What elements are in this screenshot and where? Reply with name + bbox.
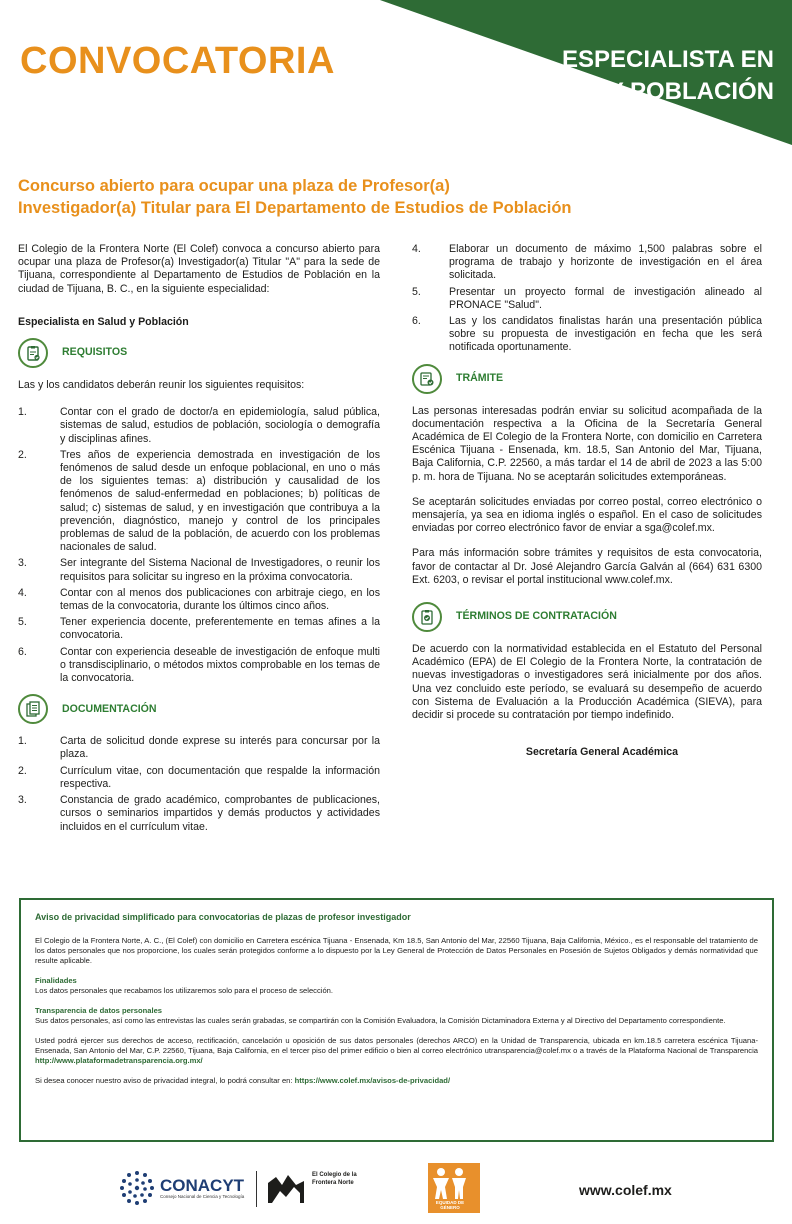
item-number: 4. [412, 243, 421, 255]
tramite-label: TRÁMITE [456, 372, 504, 385]
logo-divider [256, 1171, 257, 1207]
item-number: 1. [18, 406, 27, 419]
left-column [18, 243, 380, 837]
conacyt-subtitle: Consejo Nacional de Ciencia y Tecnología [160, 1194, 245, 1199]
signature: Secretaría General Académica [525, 746, 679, 759]
list-item [18, 765, 380, 791]
footer-logos [0, 1155, 792, 1215]
specialty-name: Especialista en Salud y Población [18, 315, 189, 328]
documentacion-label: DOCUMENTACIÓN [62, 702, 157, 715]
list-item [412, 243, 762, 283]
privacy-notice-box [19, 898, 774, 1142]
colef-mountain-icon [266, 1171, 306, 1205]
item-number: 3. [18, 794, 27, 807]
list-item [18, 646, 380, 686]
contract-check-icon [412, 602, 442, 632]
item-text: Contar con al menos dos publicaciones con arbitraje ciego, en los temas de la convocatoria, durante los últimos cinco años. [60, 586, 380, 613]
privacy-paragraph-3: Sus datos personales, así como las entrevistas las cuales serán grabadas, se compartirán con la Comisión Evaluadora, la Comisión Dictaminadora Externa y al Directivo del Departamento correspondiente. [35, 1016, 726, 1025]
item-number: 2. [18, 764, 27, 777]
specialty-title-line1: ESPECIALISTA EN [561, 46, 774, 73]
header-banner [0, 0, 792, 145]
item-number: 3. [18, 557, 27, 570]
item-text: Tres años de experiencia demostrada en investigación de los fenómenos de salud desde un enfoque poblacional, en uno o más de los siguientes temas: a) distribución y causalidad de los fenómenos de salud-enfermedad en poblaciones; b) políticas de salud; c) sistemas de salud, y en investigación que contribuya a la prevención, diagnóstico, manejo y control de los principales problemas de salud de la población, de acuerdo con los problemas nacionales de salud. [60, 448, 380, 554]
item-text: Tener experiencia docente, preferentemente en temas afines a la convocatoria. [60, 616, 380, 642]
transparency-platform-link[interactable]: http://www.plataformadetransparencia.org.mx/ [35, 1056, 203, 1065]
tramite-paragraph-1: Las personas interesadas podrán enviar su solicitud acompañada de la documentación respectiva a la Oficina de la Secretaría General Académica de El Colegio de la Frontera Norte, con domicilio en Carretera Escénica Tijuana - Ensenada, km. 18.5, San Antonio del Mar, Tijuana, Baja California, C.P. 22560, a más tardar el 14 de abril de 2023 a las 5:00 p. m. hora de Tijuana. No se aceptarán solicitudes extemporáneas. [412, 404, 762, 483]
specialty-title-line2: SALUD Y POBLACIÓN [518, 78, 774, 105]
item-number: 5. [412, 285, 421, 298]
document-stack-icon [18, 694, 48, 724]
conacyt-dots-icon [118, 1169, 156, 1207]
item-number: 5. [18, 616, 27, 629]
privacy-paragraph-5 [35, 1076, 758, 1086]
terminos-paragraph: De acuerdo con la normatividad establecida en el Estatuto del Personal Académico (EPA) de El Colegio de la Frontera Norte, la contratación de nuevas investigadoras o investigadores será inicialmente por dos años. Una vez concluido este período, se evaluará su desempeño de acuerdo con Sistema de Evaluación a la Producción Académica (SIEVA), para decidir si procede su contratación por tiempo indefinido. [412, 643, 762, 722]
item-text: Elaborar un documento de máximo 1,500 palabras sobre el programa de trabajo y horizonte de investigación en el área solicitada. [449, 243, 762, 282]
conacyt-name: CONACYT [160, 1176, 245, 1195]
item-text: Currículum vitae, con documentación que respalde la información respectiva. [60, 764, 380, 790]
list-item [18, 616, 380, 642]
requisitos-header [18, 337, 380, 369]
privacy-paragraph-4-text: Usted podrá ejercer sus derechos de acceso, rectificación, cancelación u oposición de sus datos personales (derechos ARCO) en la Unidad de Transparencia, ubicada en km.18.5 carretera escénica Tijuana-Ensenada, San Antonio del Mar, C.P. 22560, Tijuana, Baja California, en el tercer piso del primer edificio o bien al correo electrónico utransparencia@colef.mx o a través de la Plataforma Nacional de Transparencia [35, 1036, 758, 1055]
tramite-header [412, 363, 762, 395]
item-text: Carta de solicitud donde exprese su interés para concursar por la plaza. [60, 735, 380, 761]
list-item [412, 286, 762, 312]
website-link[interactable]: www.colef.mx [579, 1182, 672, 1198]
convocatoria-title: CONVOCATORIA [20, 40, 335, 82]
privacy-heading-transparencia: Transparencia de datos personales [35, 1006, 163, 1015]
terminos-label: TÉRMINOS DE CONTRATACIÓN [456, 610, 617, 623]
item-number: 6. [412, 315, 421, 328]
requisitos-intro: Las y los candidatos deberán reunir los siguientes requisitos: [18, 379, 305, 392]
privacy-paragraph-5-text: Si desea conocer nuestro aviso de privacidad integral, lo podrá consultar en: [35, 1076, 293, 1085]
list-item [18, 587, 380, 613]
item-number: 4. [18, 586, 27, 599]
equidad-genero-logo [428, 1163, 480, 1213]
privacy-title: Aviso de privacidad simplificado para convocatorias de plazas de profesor investigador [35, 912, 411, 922]
documentacion-list-left [18, 735, 380, 833]
privacy-heading-finalidades: Finalidades [35, 976, 77, 985]
list-item [18, 735, 380, 761]
documentacion-list-right [412, 243, 762, 355]
item-text: Las y los candidatos finalistas harán una presentación pública sobre su propuesta de investigación en fecha que les será notificada oportunamente. [449, 315, 762, 354]
list-item [18, 406, 380, 446]
privacy-paragraph-4 [35, 1036, 758, 1066]
list-item [18, 449, 380, 555]
intro-paragraph: El Colegio de la Frontera Norte (El Colef) convoca a concurso abierto para ocupar una plaza de Profesor(a) Investigador(a) Titular "A" para la sede de Tijuana, correspondiente al Departamento de Estudios de Población en la ciudad de Tijuana, B. C., en la siguiente especialidad: [18, 243, 380, 295]
item-text: Ser integrante del Sistema Nacional de Investigadores, o reunir los requisitos para solicitar su ingreso en la próxima convocatoria. [60, 557, 380, 583]
main-heading-line1: Concurso abierto para ocupar una plaza de Profesor(a) [18, 177, 450, 195]
tramite-paragraph-3: Para más información sobre trámites y requisitos de esta convocatoria, favor de contactar al Dr. José Alejandro García Galván al (664) 631 6300 Ext. 6203, o revisar el portal institucional www.colef.mx. [412, 547, 762, 586]
privacy-notice-link[interactable]: https://www.colef.mx/avisos-de-privacidad/ [294, 1076, 451, 1085]
terminos-header [412, 601, 762, 633]
list-item [412, 315, 762, 355]
item-text: Presentar un proyecto formal de investigación alineado al PRONACE "Salud". [449, 285, 762, 311]
requisitos-label: REQUISITOS [62, 346, 128, 359]
specialty-title [444, 44, 774, 108]
privacy-paragraph-2: Los datos personales que recabamos los utilizaremos solo para el proceso de selección. [35, 986, 334, 995]
item-number: 6. [18, 645, 27, 658]
equidad-label: EQUIDAD DE GÉNERO [435, 1200, 465, 1210]
list-item [18, 794, 380, 834]
tramite-paragraph-2: Se aceptarán solicitudes enviadas por correo postal, correo electrónico o mensajería, ya sea en idioma inglés o español. En el caso de solicitudes enviadas por correo electrónico favor de enviar a sga@colef.mx. [412, 495, 762, 535]
item-text: Contar con el grado de doctor/a en epidemiología, salud pública, sistemas de salud, estudios de población, sociología o demografía y disciplinas afines. [60, 406, 380, 445]
requisitos-list [18, 406, 380, 685]
colef-name: El Colegio de la Frontera Norte [312, 1172, 357, 1186]
list-item [18, 557, 380, 583]
privacy-paragraph-1: El Colegio de la Frontera Norte, A. C., (El Colef) con domicilio en Carretera escénica Tijuana - Ensenada, Km 18.5, San Antonio del Mar, 22560 Tijuana, Baja California, México., es el responsable del tratamiento de los datos personales que nos proporcione, los cuales serán protegidos conforme a lo dispuesto por la Ley General de Protección de Datos Personales en Posesión de Sujetos Obligados y demás normatividad que resulte aplicable. [35, 936, 758, 965]
item-text: Contar con experiencia deseable de investigación de enfoque multi o transdisciplinario, o métodos mixtos comprobable en los temas de la convocatoria. [60, 645, 380, 685]
right-column [412, 243, 762, 759]
conacyt-logo [118, 1169, 244, 1207]
clipboard-check-icon [18, 338, 48, 368]
gender-equity-figures-icon [428, 1163, 472, 1203]
item-text: Constancia de grado académico, comprobantes de publicaciones, cursos o seminarios impartidos y demás productos y actividades incluidos en el currículum vitae. [60, 794, 380, 833]
documentacion-header [18, 693, 380, 725]
item-number: 1. [18, 735, 27, 748]
main-heading [18, 175, 718, 219]
colef-logo [266, 1171, 367, 1205]
item-number: 2. [18, 448, 27, 461]
monitor-check-icon [412, 364, 442, 394]
main-heading-line2: Investigador(a) Titular para El Departamento de Estudios de Población [18, 199, 572, 217]
